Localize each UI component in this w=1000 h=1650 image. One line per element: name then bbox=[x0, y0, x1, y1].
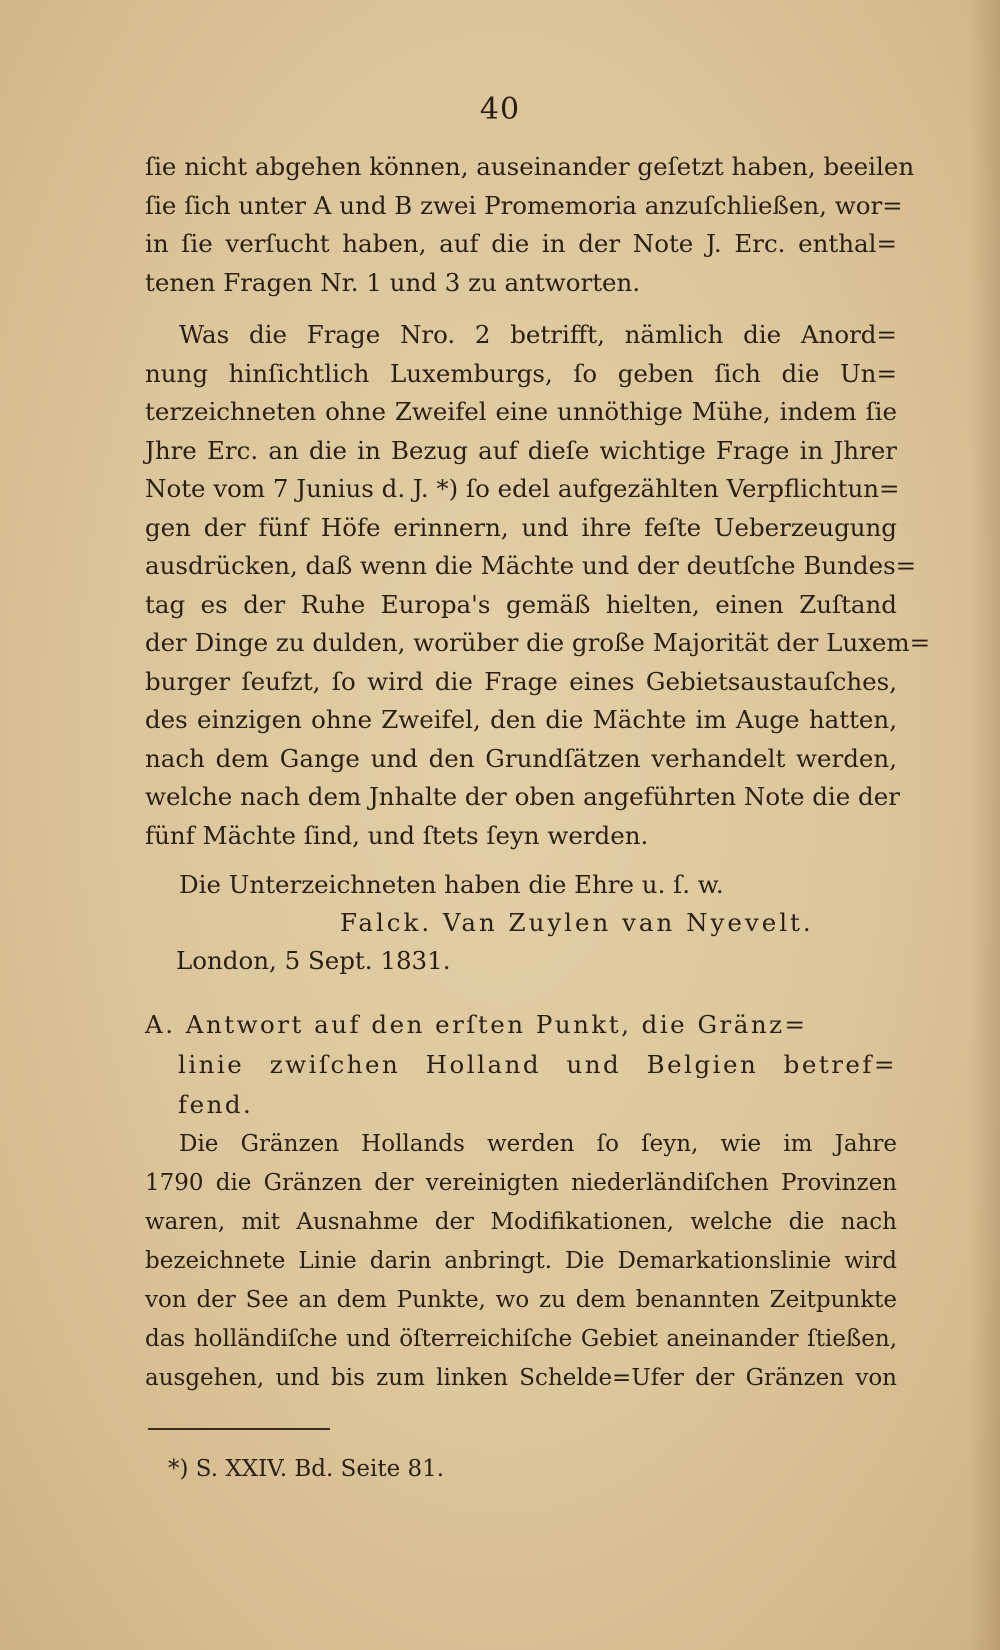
text-line: von der See an dem Punkte, wo zu dem benannten Zeitpunkte bbox=[145, 1287, 897, 1313]
text-line: Note vom 7 Junius d. J. *) ſo edel aufgezählten Verpflichtun= bbox=[145, 474, 900, 503]
heading-line: linie zwiſchen Holland und Belgien betref= bbox=[178, 1050, 897, 1079]
page-number: 40 bbox=[479, 92, 521, 127]
text-line: welche nach dem Jnhalte der oben angeführten Note die der bbox=[145, 782, 900, 811]
paragraph-continued bbox=[145, 148, 915, 302]
text-line: Die Gränzen Hollands werden ſo ſeyn, wie im Jahre bbox=[179, 1131, 897, 1157]
text-line: tag es der Ruhe Europa's gemäß hielten, einen Zuſtand bbox=[145, 589, 897, 619]
paragraph-borders bbox=[145, 1125, 897, 1398]
text-line: gen der fünf Höfe erinnern, und ihre feſte Ueberzeugung bbox=[145, 512, 897, 542]
dateline: London, 5 Sept. 1831. bbox=[176, 946, 451, 975]
text-line: terzeichneten ohne Zweifel eine unnöthige Mühe, indem ſie bbox=[145, 397, 897, 426]
text-line: nach dem Gange und den Grundſätzen verhandelt werden, bbox=[145, 743, 897, 773]
text-line: der Dinge zu dulden, worüber die große Majorität der Luxem= bbox=[145, 628, 931, 657]
text-line: ausdrücken, daß wenn die Mächte und der deutſche Bundes= bbox=[145, 551, 917, 580]
text-line: tenen Fragen Nr. 1 und 3 zu antworten. bbox=[145, 267, 641, 297]
section-heading bbox=[145, 1005, 897, 1125]
text-line: Jhre Erc. an die in Bezug auf dieſe wichtige Frage in Jhrer bbox=[145, 435, 897, 465]
heading-line: fend. bbox=[178, 1090, 254, 1119]
text-line: Was die Frage Nro. 2 betrifft, nämlich die Anord= bbox=[179, 320, 897, 349]
footnote-divider bbox=[148, 1428, 330, 1430]
text-line: das holländiſche und öſterreichiſche Gebiet aneinander ſtießen, bbox=[145, 1326, 897, 1352]
text-line: ausgehen, und bis zum linken Schelde=Ufer der Gränzen von bbox=[145, 1365, 897, 1391]
text-line: nung hinſichtlich Luxemburgs, ſo geben ſich die Un= bbox=[145, 358, 897, 388]
page-edge-shadow bbox=[970, 0, 1000, 1650]
signature-line: Falck. Van Zuylen van Nyevelt. bbox=[340, 908, 814, 937]
text-line: bezeichnete Linie darin anbringt. Die Demarkationslinie wird bbox=[145, 1248, 897, 1274]
text-line: fünf Mächte ſind, und ſtets ſeyn werden. bbox=[145, 820, 649, 850]
closing-formula bbox=[145, 866, 897, 905]
text-line: ſie ſich unter A und B zwei Promemoria anzuſchließen, wor= bbox=[145, 190, 903, 220]
text-line: ſie nicht abgehen können, auseinander geſetzt haben, beeilen bbox=[145, 152, 915, 181]
text-line: Die Unterzeichneten haben die Ehre u. ſ. w. bbox=[179, 870, 724, 899]
text-line: des einzigen ohne Zweifel, den die Mächte im Auge hatten, bbox=[145, 705, 897, 734]
text-line: 1790 die Gränzen der vereinigten niederländiſchen Provinzen bbox=[145, 1170, 897, 1196]
footnote: *) S. XXIV. Bd. Seite 81. bbox=[168, 1456, 445, 1482]
heading-line: A. Antwort auf den erſten Punkt, die Gränz= bbox=[145, 1010, 808, 1039]
text-line: in ſie verſucht haben, auf die in der Note J. Erc. enthal= bbox=[145, 229, 897, 258]
text-line: waren, mit Ausnahme der Modifikationen, welche die nach bbox=[145, 1209, 897, 1235]
text-line: burger ſeufzt, ſo wird die Frage eines Gebietsaustauſches, bbox=[145, 666, 897, 696]
paragraph-luxemburg bbox=[145, 316, 931, 855]
